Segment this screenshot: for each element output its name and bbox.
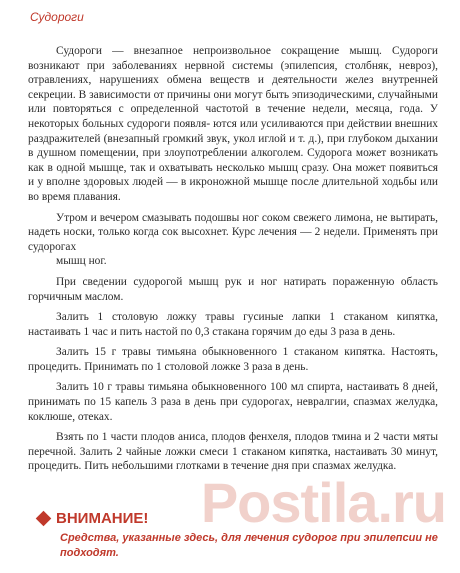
paragraph: Судороги — внезапное непроизвольное сокращение мышц. Судороги возникают при заболеваниях нервной системы (эпилепсия, столбняк, невроз), отравлениях, нарушениях обмена веществ и деятельности желез внутренней секреции. В зависимости от причины они могут быть эпизодическими, случайными или повторяться с определенной частотой в течение недели, месяца, года. У некоторых больных судороги появля- ются или усиливаются при действии внешних раздражителей (внезапный громкий звук, укол иглой и т. д.), при глубоком дыхании в душном помещении, при злоупотреблении алкоголем. Судорога может возникать как в одной мышце, так и охватывать несколько мышц сразу. Она может появиться и у вполне здоровых людей — в икроножной мышце после длительной ходьбы или во время плавания. <box>28 45 438 203</box>
warning-title: ВНИМАНИЕ! <box>56 510 149 527</box>
warning-header <box>36 510 148 527</box>
paragraph: Залить 1 столовую ложку травы гусиные лапки 1 стаканом кипятка, настаивать 1 час и пить настой по 0,3 стакана горячим до еды 3 раза в день. <box>28 311 438 338</box>
paragraph: Утром и вечером смазывать подошвы ног соком свежего лимона, не вытирать, надеть носки, только когда сок высохнет. Курс лечения — 2 недели. Применять при судорогах <box>28 211 438 253</box>
article-body <box>28 44 438 480</box>
paragraph: Взять по 1 части плодов аниса, плодов фенхеля, плодов тмина и 2 части мяты перечной. Залить 2 чайные ложки смеси 1 стаканом кипятка, настаивать 30 минут, процедить. Пить небольшими глотками в течение дня при спазмах желудка. <box>28 431 438 473</box>
paragraph: Залить 15 г травы тимьяна обыкновенного 1 стаканом кипятка. Настоять, процедить. Принимать по 1 столовой ложке 3 раза в день. <box>28 346 438 373</box>
warning-text: Средства, указанные здесь, для лечения судорог при эпилепсии не подходят. <box>60 532 438 559</box>
paragraph: При сведении судорогой мышц рук и ног натирать пораженную область горчичным маслом. <box>28 275 438 303</box>
watermark-text: Postila.ru <box>200 471 446 534</box>
paragraph: мышц ног. <box>56 255 107 268</box>
diamond-icon <box>36 511 52 527</box>
page-title: Судороги <box>30 10 84 24</box>
paragraph: Залить 10 г травы тимьяна обыкновенного 100 мл спирта, настаивать 8 дней, принимать по 15 капель 3 раза в день при судорогах, невралгии, спазмах желудка, коклюше, отеках. <box>28 381 438 423</box>
